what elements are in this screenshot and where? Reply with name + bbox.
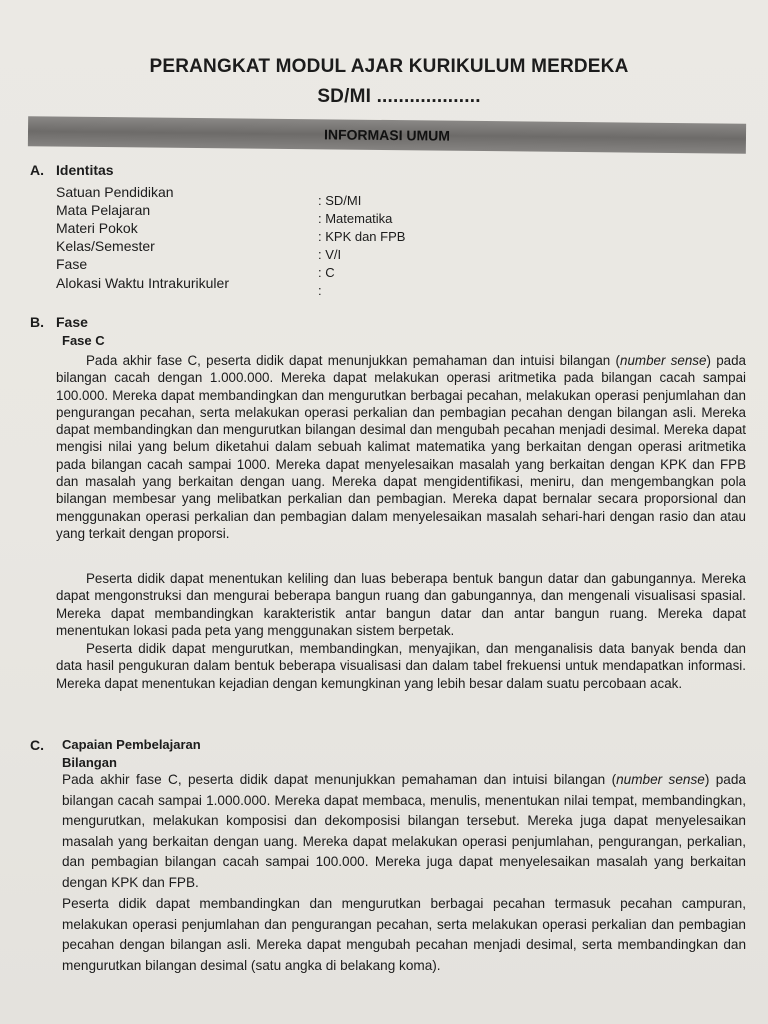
section-a-letter: A. <box>30 162 44 178</box>
section-b-subtitle: Fase C <box>62 333 105 348</box>
document-subtitle: SD/MI ................... <box>317 86 481 107</box>
identity-label: Materi Pokok <box>56 220 138 236</box>
info-header-label: INFORMASI UMUM <box>323 126 451 144</box>
section-c-title: Capaian Pembelajaran <box>62 737 201 752</box>
identity-label: Satuan Pendidikan <box>56 184 174 200</box>
identity-value: : V/I <box>318 247 342 262</box>
fase-c-paragraph-3: Peserta didik dapat mengurutkan, membandingkan, menyajikan, dan menganalisis data banyak benda dan data hasil pengukuran dalam bentuk beberapa visualisasi dan dalam tabel frekuensi untuk mendapatkan informasi. Mereka dapat menentukan kejadian dengan kemungkinan yang lebih besar dalam suatu percobaan acak. <box>56 641 746 691</box>
identity-value: : <box>318 283 322 298</box>
capaian-paragraph-2: Peserta didik dapat membandingkan dan mengurutkan berbagai pecahan termasuk pecahan campuran, melakukan operasi penjumlahan dan pengurangan pecahan, serta melakukan operasi perkalian dan pembagian pecahan dengan bilangan asli. Mereka dapat mengubah pecahan menjadi desimal, serta membandingkan dan mengurutkan bilangan desimal (satu angka di belakang koma). <box>62 896 746 973</box>
fase-c-paragraph-1: Pada akhir fase C, peserta didik dapat menunjukkan pemahaman dan intuisi bilangan (number sense) pada bilangan cacah dengan 1.000.000. Mereka dapat melakukan operasi aritmetika pada bilangan cacah sampai 100.000. Mereka dapat membandingkan dan mengurutkan berbagai pecahan, melakukan operasi penjumlahan dan pengurangan pecahan, serta melakukan operasi perkalian dan pembagian pecahan dengan bilangan asli. Mereka dapat membandingkan dan mengurutkan bilangan desimal dan mengubah pecahan menjadi desimal. Mereka dapat mengisi nilai yang belum diketahui dalam sebuah kalimat matematika yang berkaitan dengan operasi aritmetika pada bilangan cacah sampai 1000. Mereka dapat menyelesaikan masalah yang berkaitan dengan KPK dan FPB dan masalah yang berkaitan dengan uang. Mereka dapat mengidentifikasi, meniru, dan mengembangkan pola bilangan membesar yang melibatkan perkalian dan pembagian. Mereka dapat bernalar secara proporsional dan menggunakan operasi perkalian dan pembagian dalam menyelesaikan masalah sehari-hari dengan rasio dan atau yang terkait dengan proporsi. <box>56 353 746 541</box>
section-b-title: Fase <box>56 314 88 330</box>
section-a-title: Identitas <box>56 162 114 178</box>
identity-label: Fase <box>56 256 88 272</box>
identity-value: : C <box>318 265 335 280</box>
fase-c-paragraph-2: Peserta didik dapat menentukan keliling dan luas beberapa bentuk bangun datar dan gabungannya. Mereka dapat mengonstruksi dan mengurai beberapa bangun ruang dan gabungannya, dan mengenali visualisasi spasial. Mereka dapat membandingkan karakteristik antar bangun datar dan antar bangun ruang. Mereka dapat menentukan lokasi pada peta yang menggunakan sistem berpetak. <box>56 571 746 638</box>
identity-label: Mata Pelajaran <box>56 202 151 218</box>
identity-value: : SD/MI <box>318 193 362 208</box>
identity-label: Alokasi Waktu Intrakurikuler <box>56 275 229 291</box>
identity-label: Kelas/Semester <box>56 238 155 254</box>
identity-value: : Matematika <box>318 211 393 226</box>
section-b-letter: B. <box>30 314 44 330</box>
section-c-letter: C. <box>30 737 44 753</box>
section-c-subtitle: Bilangan <box>62 755 117 770</box>
capaian-paragraph-1: Pada akhir fase C, peserta didik dapat menunjukkan pemahaman dan intuisi bilangan (number sense) pada bilangan cacah sampai 1.000.000. Mereka dapat membaca, menulis, menentukan nilai tempat, membandingkan, mengurutkan, melakukan komposisi dan dekomposisi bilangan tersebut. Mereka juga dapat menyelesaikan masalah yang berkaitan dengan uang. Mereka dapat melakukan operasi penjumlahan, pengurangan, perkalian, dan pembagian bilangan cacah sampai 100.000. Mereka juga dapat menyelesaikan masalah yang berkaitan dengan KPK dan FPB. <box>62 772 746 890</box>
info-header-bar <box>28 116 746 154</box>
identity-value: : KPK dan FPB <box>318 229 406 244</box>
document-title: PERANGKAT MODUL AJAR KURIKULUM MERDEKA <box>149 56 629 77</box>
